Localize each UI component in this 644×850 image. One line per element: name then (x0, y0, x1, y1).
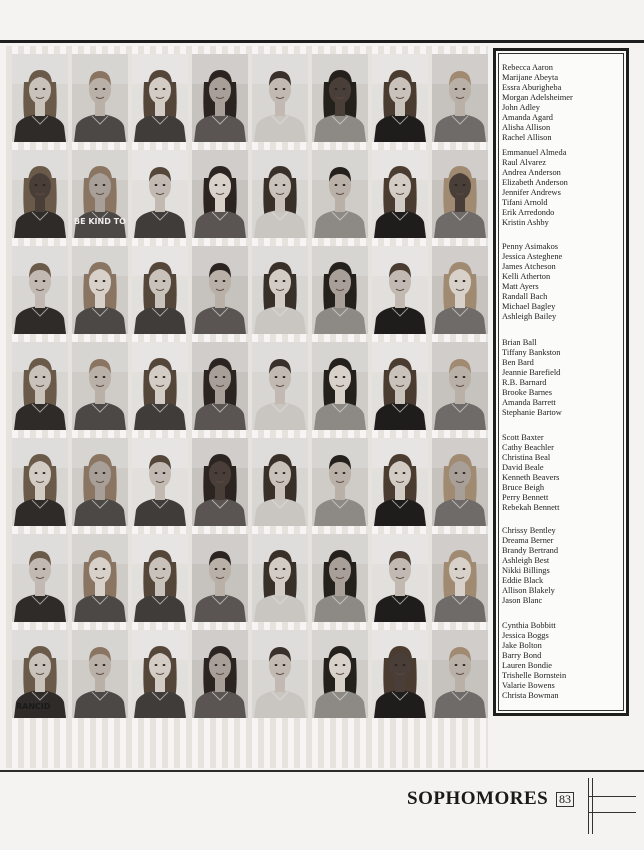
student-portrait (312, 246, 368, 334)
student-portrait (372, 630, 428, 718)
student-portrait (252, 54, 308, 142)
student-name: James Atcheson (502, 262, 556, 271)
portrait-row (6, 342, 488, 432)
student-name: Jason Blanc (502, 596, 543, 605)
student-name: Matt Ayers (502, 282, 539, 291)
student-name: Christa Bowman (502, 691, 559, 700)
portrait-row (6, 246, 488, 336)
portrait-image (312, 342, 368, 430)
portrait-image (252, 438, 308, 526)
portrait-image (12, 342, 68, 430)
portrait-image (372, 342, 428, 430)
portrait-image (372, 630, 428, 718)
portrait-image (432, 342, 488, 430)
portrait-image (192, 150, 248, 238)
student-portrait (132, 54, 188, 142)
student-portrait (132, 534, 188, 622)
portrait-row (6, 630, 488, 720)
portrait-image (252, 630, 308, 718)
portrait-image (192, 534, 248, 622)
portrait-row (6, 438, 488, 528)
student-name: Cynthia Bobbitt (502, 621, 556, 630)
student-name: Trishelle Bornstein (502, 671, 567, 680)
student-name: Cathy Beachler (502, 443, 554, 452)
student-name: Alisha Allison (502, 123, 551, 132)
student-portrait (372, 534, 428, 622)
student-portrait (192, 246, 248, 334)
bottom-rule (0, 770, 644, 772)
student-portrait (72, 342, 128, 430)
name-group (502, 621, 626, 701)
student-name: Valarie Bowens (502, 681, 555, 690)
portrait-image (192, 342, 248, 430)
portrait-image (252, 150, 308, 238)
student-name: Jeannie Barefield (502, 368, 561, 377)
portrait-image (252, 534, 308, 622)
student-name: John Adley (502, 103, 540, 112)
student-portrait (12, 534, 68, 622)
portrait-image (192, 54, 248, 142)
student-portrait (432, 54, 488, 142)
student-portrait (312, 630, 368, 718)
student-name: Tifani Arnold (502, 198, 548, 207)
student-name: Brian Ball (502, 338, 537, 347)
student-portrait (192, 150, 248, 238)
portrait-image (132, 438, 188, 526)
portrait-image (312, 246, 368, 334)
student-name: Lauren Bondie (502, 661, 553, 670)
student-name: Jake Bolton (502, 641, 542, 650)
shirt-print-text: BE KIND TO (74, 217, 126, 226)
name-group (502, 338, 626, 418)
student-name: Perry Bennett (502, 493, 549, 502)
section-title: SOPHOMORES (407, 788, 549, 809)
student-portrait (312, 534, 368, 622)
portrait-image (72, 246, 128, 334)
student-portrait (372, 438, 428, 526)
student-name: Emmanuel Almeda (502, 148, 567, 157)
portrait-image (432, 150, 488, 238)
portrait-image (72, 630, 128, 718)
portrait-image (432, 534, 488, 622)
portrait-image (372, 438, 428, 526)
student-portrait (72, 246, 128, 334)
student-portrait (432, 438, 488, 526)
student-portrait (132, 342, 188, 430)
student-name: Bruce Beigh (502, 483, 545, 492)
portrait-image (192, 438, 248, 526)
student-name: Morgan Adelsheimer (502, 93, 573, 102)
portrait-image (12, 438, 68, 526)
student-name: Amanda Agard (502, 113, 553, 122)
student-portrait (192, 342, 248, 430)
student-portrait (252, 342, 308, 430)
student-name: Dreama Berner (502, 536, 554, 545)
portrait-row (6, 150, 488, 240)
student-portrait (312, 150, 368, 238)
student-portrait (252, 150, 308, 238)
student-portrait (12, 246, 68, 334)
student-name: Andrea Anderson (502, 168, 561, 177)
page-number: 83 (556, 792, 574, 807)
student-portrait (432, 630, 488, 718)
student-name: Barry Bond (502, 651, 542, 660)
student-name: Raul Alvarez (502, 158, 546, 167)
student-portrait (72, 150, 128, 238)
shirt-print-text: RANCID (16, 702, 51, 711)
portrait-image (432, 630, 488, 718)
student-name: Jessica Asteghene (502, 252, 563, 261)
student-portrait (72, 54, 128, 142)
student-portrait (132, 630, 188, 718)
portrait-image (72, 534, 128, 622)
student-portrait (12, 630, 68, 718)
student-portrait (432, 150, 488, 238)
portrait-image (72, 54, 128, 142)
student-name: Amanda Barrett (502, 398, 556, 407)
portrait-image (132, 150, 188, 238)
student-portrait (432, 342, 488, 430)
student-name: Stephanie Bartow (502, 408, 562, 417)
student-name: R.B. Barnard (502, 378, 547, 387)
student-name: Allison Blakely (502, 586, 555, 595)
student-name: Rachel Allison (502, 133, 552, 142)
student-portrait (72, 438, 128, 526)
portrait-image (312, 630, 368, 718)
student-portrait (192, 438, 248, 526)
portrait-image (132, 54, 188, 142)
student-name: Jennifer Andrews (502, 188, 561, 197)
portrait-image (12, 246, 68, 334)
student-name: Scott Baxter (502, 433, 544, 442)
student-portrait (372, 54, 428, 142)
student-name: Brandy Bertrand (502, 546, 559, 555)
student-portrait (372, 342, 428, 430)
portrait-image (312, 54, 368, 142)
name-group (502, 148, 626, 228)
student-portrait (252, 438, 308, 526)
portrait-image (312, 150, 368, 238)
corner-ornament-line (588, 812, 636, 813)
student-name: Marijane Abeyta (502, 73, 559, 82)
portrait-image (72, 438, 128, 526)
corner-ornament-line (588, 796, 636, 797)
name-group (502, 433, 626, 513)
portrait-image (132, 534, 188, 622)
portrait-image (12, 534, 68, 622)
student-portrait (192, 630, 248, 718)
portrait-image (12, 150, 68, 238)
portrait-image (132, 630, 188, 718)
student-name: Christina Beal (502, 453, 551, 462)
portrait-image (192, 246, 248, 334)
name-group (502, 63, 626, 143)
name-group (502, 526, 626, 606)
portrait-image (432, 54, 488, 142)
portrait-image (372, 246, 428, 334)
portrait-image (72, 342, 128, 430)
portrait-image (252, 54, 308, 142)
name-group (502, 242, 626, 322)
student-portrait (12, 438, 68, 526)
student-name: Erik Arredondo (502, 208, 555, 217)
student-portrait (252, 246, 308, 334)
portrait-image (312, 534, 368, 622)
portrait-image (372, 150, 428, 238)
portrait-image (132, 342, 188, 430)
portrait-image (432, 246, 488, 334)
student-portrait (132, 150, 188, 238)
student-name: Brooke Barnes (502, 388, 553, 397)
student-name: Ashleigh Bailey (502, 312, 557, 321)
student-name: Essra Aburigheba (502, 83, 562, 92)
student-portrait (312, 342, 368, 430)
student-portrait (132, 246, 188, 334)
portrait-image (372, 534, 428, 622)
portrait-image (192, 630, 248, 718)
student-name: Ashleigh Best (502, 556, 550, 565)
student-name: Jessica Boggs (502, 631, 549, 640)
student-name: Kenneth Beavers (502, 473, 560, 482)
portrait-row (6, 534, 488, 624)
student-name: Kristin Ashby (502, 218, 549, 227)
portrait-image (312, 438, 368, 526)
student-name: Nikki Billings (502, 566, 550, 575)
student-portrait (132, 438, 188, 526)
student-portrait (252, 630, 308, 718)
student-portrait (372, 246, 428, 334)
student-portrait (192, 54, 248, 142)
student-name: Eddie Black (502, 576, 544, 585)
student-portrait (192, 534, 248, 622)
student-name: Tiffany Bankston (502, 348, 561, 357)
portrait-image (252, 342, 308, 430)
student-name: Michael Bagley (502, 302, 556, 311)
student-portrait (432, 246, 488, 334)
student-name: Rebecca Aaron (502, 63, 553, 72)
student-name: David Beale (502, 463, 544, 472)
top-rule (0, 40, 644, 43)
portrait-image (432, 438, 488, 526)
student-name: Chrissy Bentley (502, 526, 556, 535)
student-name: Kelli Atherton (502, 272, 551, 281)
student-portrait (12, 54, 68, 142)
student-name: Randall Bach (502, 292, 548, 301)
student-portrait (72, 630, 128, 718)
student-portrait (252, 534, 308, 622)
student-name: Elizabeth Anderson (502, 178, 568, 187)
student-portrait (12, 342, 68, 430)
portrait-row (6, 54, 488, 144)
student-portrait (312, 438, 368, 526)
corner-ornament-line (588, 778, 589, 834)
student-portrait (372, 150, 428, 238)
portrait-image (12, 54, 68, 142)
portrait-image (252, 246, 308, 334)
student-name: Rebekah Bennett (502, 503, 560, 512)
student-portrait (312, 54, 368, 142)
names-box (493, 48, 629, 716)
portrait-image (372, 54, 428, 142)
student-portrait (432, 534, 488, 622)
portrait-image (132, 246, 188, 334)
student-name: Ben Bard (502, 358, 534, 367)
corner-ornament-line (592, 778, 593, 834)
student-name: Penny Asimakos (502, 242, 559, 251)
student-portrait (12, 150, 68, 238)
student-portrait (72, 534, 128, 622)
